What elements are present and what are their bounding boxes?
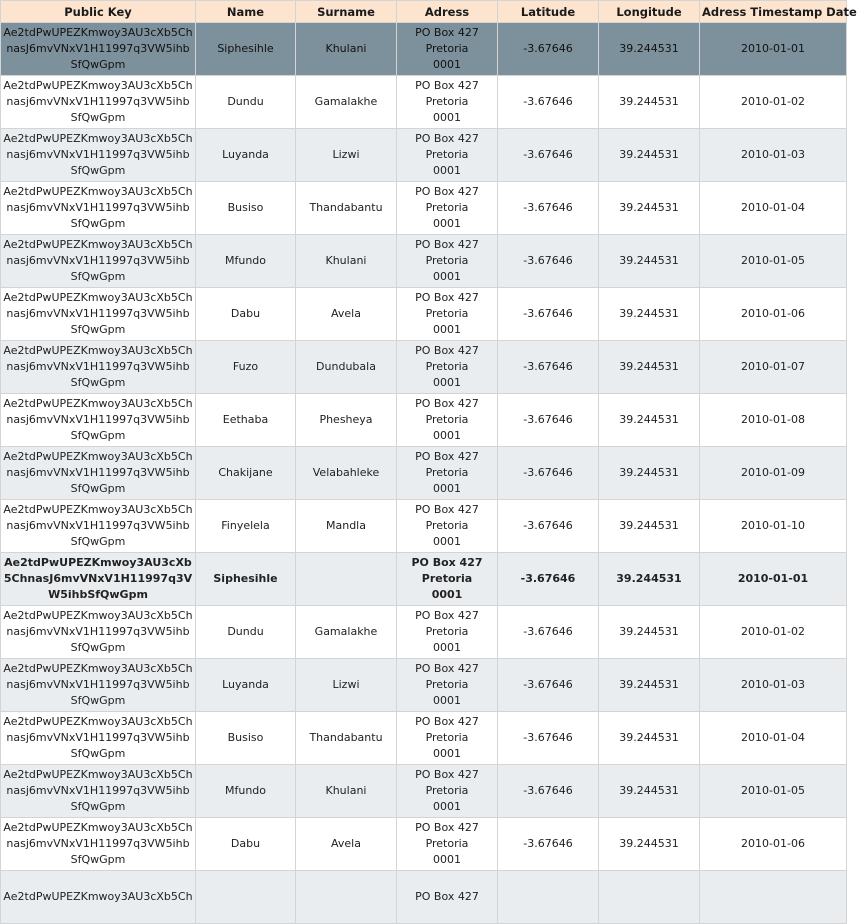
name-cell[interactable]: Siphesihle xyxy=(196,553,296,606)
surname-cell[interactable]: Lizwi xyxy=(296,659,397,712)
adress-cell[interactable] xyxy=(397,235,498,288)
name-cell[interactable]: Dabu xyxy=(196,288,296,341)
latitude-cell[interactable]: -3.67646 xyxy=(498,606,599,659)
adress-line: 0001 xyxy=(433,535,461,548)
adress-cell[interactable] xyxy=(397,447,498,500)
adress-line: PO Box 427 xyxy=(415,238,479,251)
column-header-surname[interactable]: Surname xyxy=(296,1,397,23)
surname-cell[interactable]: Khulani xyxy=(296,765,397,818)
table-row[interactable] xyxy=(1,712,847,765)
longitude-cell[interactable]: 39.244531 xyxy=(599,500,700,553)
adress-line: PO Box 427 xyxy=(415,185,479,198)
longitude-cell[interactable]: 39.244531 xyxy=(599,288,700,341)
timestamp-date-cell[interactable]: 2010-01-05 xyxy=(700,235,847,288)
longitude-cell[interactable]: 39.244531 xyxy=(599,235,700,288)
name-cell[interactable]: Fuzo xyxy=(196,341,296,394)
adress-line: PO Box 427 xyxy=(415,397,479,410)
longitude-cell[interactable]: 39.244531 xyxy=(599,394,700,447)
adress-line: 0001 xyxy=(433,323,461,336)
table-row[interactable] xyxy=(1,500,847,553)
table-row[interactable] xyxy=(1,23,847,76)
latitude-cell[interactable]: -3.67646 xyxy=(498,500,599,553)
public-key-cell[interactable]: Ae2tdPwUPEZKmwoy3AU3cXb5Chnasj6mvVNxV1H11997q3VW5ihbSfQwGpm xyxy=(1,341,196,394)
adress-line: PO Box 427 xyxy=(415,715,479,728)
adress-line: 0001 xyxy=(433,800,461,813)
adress-cell[interactable] xyxy=(397,394,498,447)
table-body xyxy=(1,23,847,924)
adress-cell[interactable] xyxy=(397,553,498,606)
public-key-cell[interactable]: Ae2tdPwUPEZKmwoy3AU3cXb5ChnasJ6mvVNxV1H11997q3VW5ihbSfQwGpm xyxy=(1,553,196,606)
timestamp-date-cell[interactable]: 2010-01-06 xyxy=(700,818,847,871)
table-row[interactable] xyxy=(1,818,847,871)
adress-line: PO Box 427 xyxy=(415,79,479,92)
surname-cell[interactable]: Velabahleke xyxy=(296,447,397,500)
timestamp-date-cell[interactable]: 2010-01-02 xyxy=(700,606,847,659)
table-row[interactable] xyxy=(1,288,847,341)
latitude-cell[interactable]: -3.67646 xyxy=(498,447,599,500)
timestamp-date-cell[interactable]: 2010-01-04 xyxy=(700,712,847,765)
adress-line: PO Box 427 xyxy=(415,450,479,463)
surname-cell[interactable]: Mandla xyxy=(296,500,397,553)
latitude-cell[interactable]: -3.67646 xyxy=(498,394,599,447)
adress-line: PO Box 427 xyxy=(415,132,479,145)
table-row[interactable] xyxy=(1,129,847,182)
name-cell[interactable]: Chakijane xyxy=(196,447,296,500)
surname-cell[interactable]: Avela xyxy=(296,818,397,871)
surname-cell[interactable]: Lizwi xyxy=(296,129,397,182)
adress-line: PO Box 427 xyxy=(415,821,479,834)
name-cell[interactable]: Dabu xyxy=(196,818,296,871)
timestamp-date-cell[interactable]: 2010-01-02 xyxy=(700,76,847,129)
adress-line: 0001 xyxy=(433,376,461,389)
adress-line: 0001 xyxy=(433,482,461,495)
timestamp-date-cell[interactable]: 2010-01-03 xyxy=(700,659,847,712)
name-cell[interactable]: Mfundo xyxy=(196,765,296,818)
latitude-cell[interactable]: -3.67646 xyxy=(498,23,599,76)
surname-cell[interactable]: Dundubala xyxy=(296,341,397,394)
adress-line: PO Box 427 xyxy=(415,344,479,357)
name-cell[interactable]: Luyanda xyxy=(196,659,296,712)
public-key-cell[interactable]: Ae2tdPwUPEZKmwoy3AU3cXb5Chnasj6mvVNxV1H11997q3VW5ihbSfQwGpm xyxy=(1,818,196,871)
adress-line: Pretoria xyxy=(425,307,469,320)
surname-cell[interactable]: Gamalakhe xyxy=(296,606,397,659)
adress-line: Pretoria xyxy=(425,678,469,691)
adress-cell[interactable] xyxy=(397,288,498,341)
table-row[interactable] xyxy=(1,871,847,924)
adress-cell[interactable] xyxy=(397,606,498,659)
name-cell[interactable]: Dundu xyxy=(196,76,296,129)
longitude-cell[interactable]: 39.244531 xyxy=(599,659,700,712)
surname-cell[interactable]: Khulani xyxy=(296,23,397,76)
public-key-cell[interactable]: Ae2tdPwUPEZKmwoy3AU3cXb5Chnasj6mvVNxV1H11997q3VW5ihbSfQwGpm xyxy=(1,129,196,182)
column-header-longitude[interactable]: Longitude xyxy=(599,1,700,23)
adress-line: PO Box 427 xyxy=(415,26,479,39)
public-key-cell[interactable]: Ae2tdPwUPEZKmwoy3AU3cXb5Chnasj6mvVNxV1H11997q3VW5ihbSfQwGpm xyxy=(1,606,196,659)
name-cell[interactable]: Busiso xyxy=(196,182,296,235)
adress-cell[interactable] xyxy=(397,712,498,765)
adress-line: Pretoria xyxy=(425,784,469,797)
adress-line: Pretoria xyxy=(425,466,469,479)
adress-line: 0001 xyxy=(431,588,463,601)
adress-line: Pretoria xyxy=(425,254,469,267)
adress-line: 0001 xyxy=(433,270,461,283)
public-key-cell[interactable]: Ae2tdPwUPEZKmwoy3AU3cXb5Chnasj6mvVNxV1H11997q3VW5ihbSfQwGpm xyxy=(1,394,196,447)
timestamp-date-cell[interactable]: 2010-01-08 xyxy=(700,394,847,447)
column-header-timestamp-date[interactable]: Adress Timestamp Date xyxy=(700,1,847,23)
adress-line: PO Box 427 xyxy=(415,768,479,781)
public-key-cell[interactable]: Ae2tdPwUPEZKmwoy3AU3cXb5Chnasj6mvVNxV1H11997q3VW5ihbSfQwGpm xyxy=(1,500,196,553)
name-cell[interactable]: Eethaba xyxy=(196,394,296,447)
timestamp-date-cell[interactable]: 2010-01-07 xyxy=(700,341,847,394)
latitude-cell[interactable]: -3.67646 xyxy=(498,182,599,235)
name-cell[interactable]: Mfundo xyxy=(196,235,296,288)
adress-line: PO Box 427 xyxy=(415,662,479,675)
adress-cell[interactable] xyxy=(397,129,498,182)
adress-line: PO Box 427 xyxy=(415,503,479,516)
public-key-cell[interactable]: Ae2tdPwUPEZKmwoy3AU3cXb5Chnasj6mvVNxV1H11997q3VW5ihbSfQwGpm xyxy=(1,182,196,235)
column-header-name[interactable]: Name xyxy=(196,1,296,23)
table-row[interactable] xyxy=(1,447,847,500)
name-cell[interactable] xyxy=(196,871,296,924)
adress-line: 0001 xyxy=(433,694,461,707)
timestamp-date-cell[interactable]: 2010-01-01 xyxy=(700,23,847,76)
adress-line: Pretoria xyxy=(425,42,469,55)
table-row[interactable] xyxy=(1,553,847,606)
adress-cell[interactable] xyxy=(397,818,498,871)
name-cell[interactable]: Finyelela xyxy=(196,500,296,553)
adress-line: 0001 xyxy=(433,747,461,760)
adress-line: 0001 xyxy=(433,217,461,230)
longitude-cell[interactable] xyxy=(599,871,700,924)
table-row[interactable] xyxy=(1,606,847,659)
timestamp-date-cell[interactable]: 2010-01-06 xyxy=(700,288,847,341)
adress-line: PO Box 427 xyxy=(415,609,479,622)
timestamp-date-cell[interactable]: 2010-01-03 xyxy=(700,129,847,182)
public-key-cell[interactable]: Ae2tdPwUPEZKmwoy3AU3cXb5ChnasJ6mvVNxV1H11997q3VW5ihbSfQwGpm xyxy=(1,23,196,76)
adress-cell[interactable] xyxy=(397,182,498,235)
public-key-cell[interactable]: Ae2tdPwUPEZKmwoy3AU3cXb5Chnasj6mvVNxV1H11997q3VW5ihbSfQwGpm xyxy=(1,288,196,341)
timestamp-date-cell[interactable] xyxy=(700,871,847,924)
column-header-public-key[interactable]: Public Key xyxy=(1,1,196,23)
surname-cell[interactable]: Gamalakhe xyxy=(296,76,397,129)
longitude-cell[interactable]: 39.244531 xyxy=(599,765,700,818)
adress-cell[interactable] xyxy=(397,76,498,129)
table-row[interactable] xyxy=(1,659,847,712)
adress-cell[interactable] xyxy=(397,341,498,394)
public-key-cell[interactable]: Ae2tdPwUPEZKmwoy3AU3cXb5Chnasj6mvVNxV1H11997q3VW5ihbSfQwGpm xyxy=(1,659,196,712)
public-key-cell[interactable]: Ae2tdPwUPEZKmwoy3AU3cXb5Ch xyxy=(1,871,196,924)
longitude-cell[interactable]: 39.244531 xyxy=(599,818,700,871)
longitude-cell[interactable]: 39.244531 xyxy=(599,712,700,765)
latitude-cell[interactable]: -3.67646 xyxy=(498,818,599,871)
surname-cell[interactable] xyxy=(296,871,397,924)
table-row[interactable] xyxy=(1,394,847,447)
surname-cell[interactable]: Thandabantu xyxy=(296,182,397,235)
header-row xyxy=(1,1,847,23)
surname-cell[interactable]: Avela xyxy=(296,288,397,341)
adress-line: Pretoria xyxy=(425,625,469,638)
name-cell[interactable]: Luyanda xyxy=(196,129,296,182)
surname-cell[interactable]: Phesheya xyxy=(296,394,397,447)
longitude-cell[interactable]: 39.244531 xyxy=(599,182,700,235)
longitude-cell[interactable]: 39.244531 xyxy=(599,447,700,500)
longitude-cell[interactable]: 39.244531 xyxy=(599,606,700,659)
adress-cell[interactable] xyxy=(397,659,498,712)
timestamp-date-cell[interactable]: 2010-01-10 xyxy=(700,500,847,553)
adress-line: Pretoria xyxy=(425,731,469,744)
name-cell[interactable]: Busiso xyxy=(196,712,296,765)
name-cell[interactable]: Siphesihle xyxy=(196,23,296,76)
latitude-cell[interactable]: -3.67646 xyxy=(498,341,599,394)
adress-line: 0001 xyxy=(433,641,461,654)
surname-cell[interactable]: Thandabantu xyxy=(296,712,397,765)
adress-line: 0001 xyxy=(433,111,461,124)
adress-line: PO Box 427 xyxy=(415,890,479,903)
latitude-cell[interactable]: -3.67646 xyxy=(498,765,599,818)
public-key-cell[interactable]: Ae2tdPwUPEZKmwoy3AU3cXb5Chnasj6mvVNxV1H11997q3VW5ihbSfQwGpm xyxy=(1,447,196,500)
latitude-cell[interactable]: -3.67646 xyxy=(498,76,599,129)
adress-line: PO Box 427 xyxy=(411,556,483,569)
public-key-cell[interactable]: Ae2tdPwUPEZKmwoy3AU3cXb5Chnasj6mvVNxV1H11997q3VW5ihbSfQwGpm xyxy=(1,235,196,288)
surname-cell[interactable]: Khulani xyxy=(296,235,397,288)
timestamp-date-cell[interactable]: 2010-01-01 xyxy=(700,553,847,606)
latitude-cell[interactable]: -3.67646 xyxy=(498,712,599,765)
adress-line: Pretoria xyxy=(425,413,469,426)
column-header-latitude[interactable]: Latitude xyxy=(498,1,599,23)
adress-line: Pretoria xyxy=(425,95,469,108)
adress-line: Pretoria xyxy=(425,519,469,532)
latitude-cell[interactable]: -3.67646 xyxy=(498,235,599,288)
adress-line: PO Box 427 xyxy=(415,291,479,304)
latitude-cell[interactable]: -3.67646 xyxy=(498,553,599,606)
public-key-cell[interactable]: Ae2tdPwUPEZKmwoy3AU3cXb5Chnasj6mvVNxV1H11997q3VW5ihbSfQwGpm xyxy=(1,712,196,765)
timestamp-date-cell[interactable]: 2010-01-05 xyxy=(700,765,847,818)
table-row[interactable] xyxy=(1,765,847,818)
adress-line: 0001 xyxy=(433,58,461,71)
adress-cell[interactable] xyxy=(397,765,498,818)
table-row[interactable] xyxy=(1,235,847,288)
adress-line: 0001 xyxy=(433,853,461,866)
public-key-cell[interactable]: Ae2tdPwUPEZKmwoy3AU3cXb5Chnasj6mvVNxV1H11997q3VW5ihbSfQwGpm xyxy=(1,765,196,818)
adress-cell[interactable] xyxy=(397,23,498,76)
latitude-cell[interactable]: -3.67646 xyxy=(498,129,599,182)
table-row[interactable] xyxy=(1,341,847,394)
timestamp-date-cell[interactable]: 2010-01-09 xyxy=(700,447,847,500)
longitude-cell[interactable]: 39.244531 xyxy=(599,341,700,394)
public-key-cell[interactable]: Ae2tdPwUPEZKmwoy3AU3cXb5Chnasj6mvVNxV1H11997q3VW5ihbSfQwGpm xyxy=(1,76,196,129)
column-header-adress[interactable]: Adress xyxy=(397,1,498,23)
longitude-cell[interactable]: 39.244531 xyxy=(599,23,700,76)
adress-cell[interactable] xyxy=(397,871,498,924)
longitude-cell[interactable]: 39.244531 xyxy=(599,553,700,606)
surname-cell[interactable] xyxy=(296,553,397,606)
adress-line: Pretoria xyxy=(425,837,469,850)
adress-line: Pretoria xyxy=(425,148,469,161)
adress-line: Pretoria xyxy=(421,572,473,585)
adress-line: 0001 xyxy=(433,429,461,442)
longitude-cell[interactable]: 39.244531 xyxy=(599,129,700,182)
adress-line: 0001 xyxy=(433,164,461,177)
latitude-cell[interactable]: -3.67646 xyxy=(498,659,599,712)
latitude-cell[interactable] xyxy=(498,871,599,924)
table-row[interactable] xyxy=(1,76,847,129)
table-row[interactable] xyxy=(1,182,847,235)
latitude-cell[interactable]: -3.67646 xyxy=(498,288,599,341)
adress-line: Pretoria xyxy=(425,201,469,214)
name-cell[interactable]: Dundu xyxy=(196,606,296,659)
adress-line: Pretoria xyxy=(425,360,469,373)
adress-cell[interactable] xyxy=(397,500,498,553)
timestamp-date-cell[interactable]: 2010-01-04 xyxy=(700,182,847,235)
longitude-cell[interactable]: 39.244531 xyxy=(599,76,700,129)
